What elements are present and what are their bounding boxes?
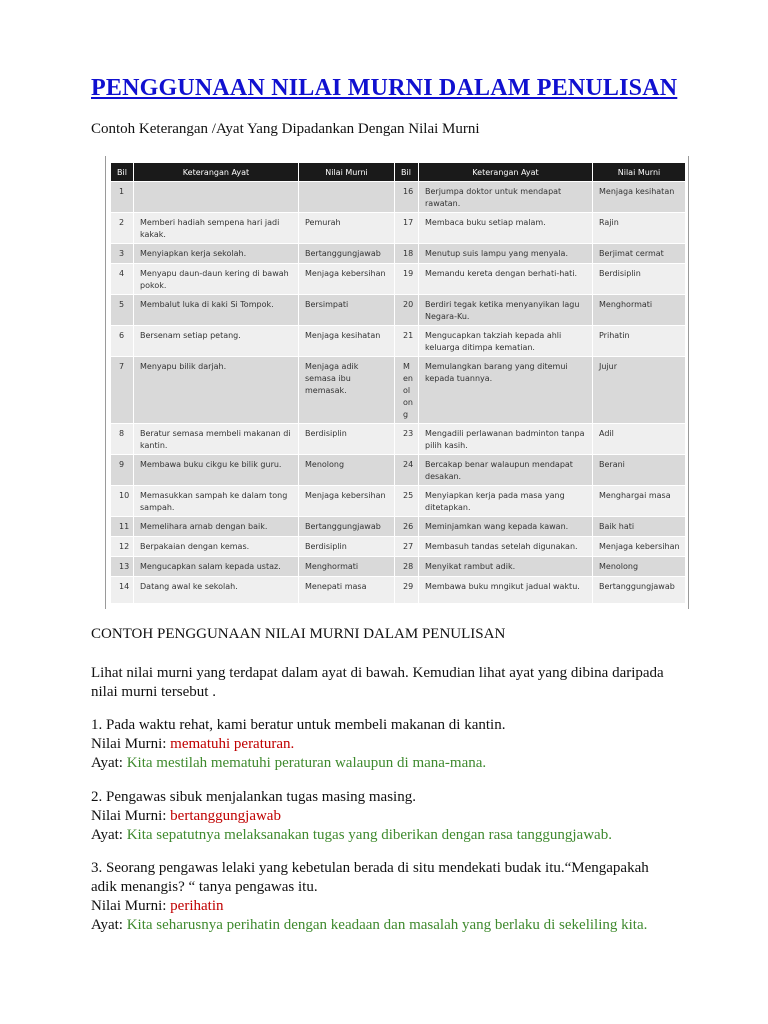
table-header-row [111, 163, 686, 182]
cell-bil-right: 28 [395, 557, 419, 577]
header-nilai-left: Nilai Murni [299, 163, 395, 182]
table-row [111, 455, 686, 486]
cell-bil-left: 1 [111, 182, 134, 213]
example-1-ayat [91, 754, 486, 773]
cell-nilai-right: Menolong [593, 557, 686, 577]
nilai-label: Nilai Murni: [91, 736, 171, 752]
example-3-nilai [91, 897, 224, 916]
cell-keterangan-left: Memelihara arnab dengan baik. [134, 517, 299, 537]
cell-nilai-right: Rajin [593, 213, 686, 244]
cell-nilai-right: Menghormati [593, 295, 686, 326]
nilai-label: Nilai Murni: [91, 808, 171, 824]
cell-nilai-left: Menjaga kebersihan [299, 486, 395, 517]
example-2-nilai [91, 807, 281, 826]
intro-line-1: Lihat nilai murni yang terdapat dalam ayat di bawah. Kemudian lihat ayat yang dibina daripada [91, 665, 664, 681]
page-subtitle: Contoh Keterangan /Ayat Yang Dipadankan Dengan Nilai Murni [91, 121, 480, 137]
cell-bil-left: 14 [111, 577, 134, 604]
cell-keterangan-right: Menyikat rambut adik. [419, 557, 593, 577]
header-bil-left: Bil [111, 163, 134, 182]
cell-bil-right: 16 [395, 182, 419, 213]
table-row [111, 557, 686, 577]
cell-nilai-left: Bersimpati [299, 295, 395, 326]
cell-bil-left: 11 [111, 517, 134, 537]
cell-bil-right: 23 [395, 424, 419, 455]
cell-nilai-right: Berdisiplin [593, 264, 686, 295]
cell-bil-left: 2 [111, 213, 134, 244]
cell-keterangan-left: Memberi hadiah sempena hari jadi kakak. [134, 213, 299, 244]
cell-bil-right: 26 [395, 517, 419, 537]
cell-nilai-right: Adil [593, 424, 686, 455]
table-row [111, 264, 686, 295]
nilai-label: Nilai Murni: [91, 898, 171, 914]
cell-nilai-right: Menghargai masa [593, 486, 686, 517]
cell-keterangan-right: Meminjamkan wang kepada kawan. [419, 517, 593, 537]
cell-nilai-left: Bertanggungjawab [299, 517, 395, 537]
table-row [111, 244, 686, 264]
table-body [111, 182, 686, 604]
section-heading: CONTOH PENGGUNAAN NILAI MURNI DALAM PENULISAN [91, 626, 506, 642]
cell-bil-left: 12 [111, 537, 134, 557]
cell-nilai-right: Menjaga kebersihan [593, 537, 686, 557]
cell-nilai-right: Berjimat cermat [593, 244, 686, 264]
cell-keterangan-left: Datang awal ke sekolah. [134, 577, 299, 604]
cell-keterangan-left: Membawa buku cikgu ke bilik guru. [134, 455, 299, 486]
cell-nilai-right: Berani [593, 455, 686, 486]
cell-keterangan-right: Memandu kereta dengan berhati-hati. [419, 264, 593, 295]
table-row [111, 486, 686, 517]
cell-nilai-left: Bertanggungjawab [299, 244, 395, 264]
cell-keterangan-right: Mengucapkan takziah kepada ahli keluarga ditimpa kematian. [419, 326, 593, 357]
cell-keterangan-left: Bersenam setiap petang. [134, 326, 299, 357]
cell-bil-left: 7 [111, 357, 134, 424]
example-2-nilai-value: bertanggungjawab [170, 808, 281, 824]
table-row [111, 357, 686, 424]
cell-bil-right: 25 [395, 486, 419, 517]
cell-keterangan-right: Menutup suis lampu yang menyala. [419, 244, 593, 264]
cell-keterangan-right: Berdiri tegak ketika menyanyikan lagu Negara-Ku. [419, 295, 593, 326]
cell-keterangan-right: Membasuh tandas setelah digunakan. [419, 537, 593, 557]
cell-keterangan-left: Membalut luka di kaki Si Tompok. [134, 295, 299, 326]
example-2-ayat [91, 826, 612, 845]
cell-nilai-right: Menjaga kesihatan [593, 182, 686, 213]
table-row [111, 577, 686, 604]
table-row [111, 213, 686, 244]
example-3-sentence: 3. Seorang pengawas lelaki yang kebetulan berada di situ mendekati budak itu.“Mengapakah [91, 860, 649, 876]
cell-keterangan-left: Menyapu daun-daun kering di bawah pokok. [134, 264, 299, 295]
table-row [111, 537, 686, 557]
cell-nilai-left: Menjaga kesihatan [299, 326, 395, 357]
cell-bil-right: 18 [395, 244, 419, 264]
header-keterangan-left: Keterangan Ayat [134, 163, 299, 182]
header-keterangan-right: Keterangan Ayat [419, 163, 593, 182]
example-2-ayat-value: Kita sepatutnya melaksanakan tugas yang diberikan dengan rasa tanggungjawab. [126, 827, 612, 843]
cell-nilai-right: Baik hati [593, 517, 686, 537]
intro-line-2: nilai murni tersebut . [91, 684, 216, 700]
cell-keterangan-right: Menyiapkan kerja pada masa yang ditetapkan. [419, 486, 593, 517]
cell-bil-right: 29 [395, 577, 419, 604]
cell-keterangan-right: Mengadili perlawanan badminton tanpa pilih kasih. [419, 424, 593, 455]
table-row [111, 326, 686, 357]
table-image-frame [105, 156, 689, 609]
cell-keterangan-right: Membaca buku setiap malam. [419, 213, 593, 244]
cell-nilai-right: Jujur [593, 357, 686, 424]
cell-nilai-left: Berdisiplin [299, 537, 395, 557]
cell-bil-right: M en ol on g [395, 357, 419, 424]
cell-nilai-left: Menjaga kebersihan [299, 264, 395, 295]
table-row [111, 182, 686, 213]
ayat-label: Ayat: [91, 827, 127, 843]
cell-bil-left: 3 [111, 244, 134, 264]
cell-bil-right: 19 [395, 264, 419, 295]
cell-keterangan-left [134, 182, 299, 213]
header-bil-right: Bil [395, 163, 419, 182]
header-nilai-right: Nilai Murni [593, 163, 686, 182]
example-3-sentence-line2: adik menangis? “ tanya pengawas itu. [91, 879, 318, 895]
example-1-nilai-value: mematuhi peraturan. [170, 736, 295, 752]
cell-bil-left: 10 [111, 486, 134, 517]
cell-keterangan-left: Beratur semasa membeli makanan di kantin. [134, 424, 299, 455]
cell-bil-right: 27 [395, 537, 419, 557]
cell-bil-left: 13 [111, 557, 134, 577]
table-row [111, 517, 686, 537]
cell-keterangan-left: Menyiapkan kerja sekolah. [134, 244, 299, 264]
cell-keterangan-right: Memulangkan barang yang ditemui kepada tuannya. [419, 357, 593, 424]
cell-keterangan-right: Membawa buku mngikut jadual waktu. [419, 577, 593, 604]
cell-bil-left: 9 [111, 455, 134, 486]
cell-nilai-left: Berdisiplin [299, 424, 395, 455]
example-1-sentence: 1. Pada waktu rehat, kami beratur untuk membeli makanan di kantin. [91, 717, 506, 733]
cell-nilai-left [299, 182, 395, 213]
table-row [111, 424, 686, 455]
cell-keterangan-left: Memasukkan sampah ke dalam tong sampah. [134, 486, 299, 517]
example-1-nilai [91, 735, 294, 754]
cell-bil-left: 5 [111, 295, 134, 326]
cell-bil-right: 21 [395, 326, 419, 357]
cell-nilai-left: Menepati masa [299, 577, 395, 604]
cell-bil-right: 20 [395, 295, 419, 326]
page-title: PENGGUNAAN NILAI MURNI DALAM PENULISAN [91, 75, 678, 101]
cell-bil-right: 17 [395, 213, 419, 244]
cell-bil-right: 24 [395, 455, 419, 486]
example-3-ayat [91, 916, 647, 935]
ayat-label: Ayat: [91, 917, 127, 933]
cell-bil-left: 4 [111, 264, 134, 295]
cell-keterangan-left: Menyapu bilik darjah. [134, 357, 299, 424]
example-2-sentence: 2. Pengawas sibuk menjalankan tugas masing masing. [91, 789, 416, 805]
cell-keterangan-left: Mengucapkan salam kepada ustaz. [134, 557, 299, 577]
example-3-ayat-value: Kita seharusnya perihatin dengan keadaan dan masalah yang berlaku di sekeliling kita. [126, 917, 648, 933]
cell-keterangan-right: Bercakap benar walaupun mendapat desakan. [419, 455, 593, 486]
ayat-label: Ayat: [91, 755, 127, 771]
example-3-nilai-value: perihatin [170, 898, 224, 914]
cell-bil-left: 8 [111, 424, 134, 455]
cell-keterangan-left: Berpakaian dengan kemas. [134, 537, 299, 557]
cell-nilai-right: Bertanggungjawab [593, 577, 686, 604]
cell-nilai-right: Prihatin [593, 326, 686, 357]
cell-keterangan-right: Berjumpa doktor untuk mendapat rawatan. [419, 182, 593, 213]
table-row [111, 295, 686, 326]
nilai-murni-table [110, 162, 686, 604]
cell-nilai-left: Menolong [299, 455, 395, 486]
example-1-ayat-value: Kita mestilah mematuhi peraturan walaupun di mana-mana. [126, 755, 487, 771]
cell-bil-left: 6 [111, 326, 134, 357]
cell-nilai-left: Menghormati [299, 557, 395, 577]
cell-nilai-left: Pemurah [299, 213, 395, 244]
cell-nilai-left: Menjaga adik semasa ibu memasak. [299, 357, 395, 424]
